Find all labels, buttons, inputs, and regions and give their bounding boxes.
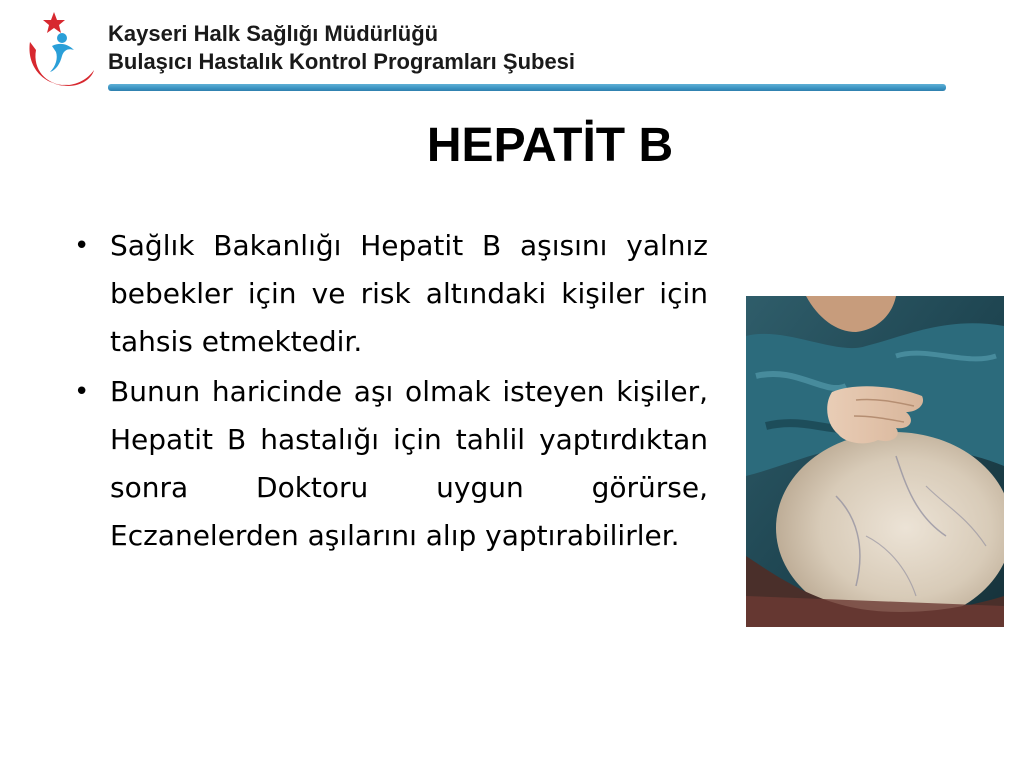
bullet-list bbox=[68, 222, 708, 562]
organization-line-2: Bulaşıcı Hastalık Kontrol Programları Şubesi bbox=[108, 49, 576, 74]
slide-title: HEPATİT B bbox=[426, 119, 674, 172]
bullet-item-2 bbox=[68, 368, 708, 560]
header-divider bbox=[108, 84, 946, 91]
health-ministry-logo-icon bbox=[16, 8, 96, 92]
patient-abdomen-photo bbox=[746, 296, 1004, 627]
bullet-item-1 bbox=[68, 222, 708, 366]
organization-line-1: Kayseri Halk Sağlığı Müdürlüğü bbox=[108, 21, 439, 46]
organization-name bbox=[108, 20, 575, 76]
bullet-marker: • bbox=[74, 231, 90, 261]
bullet-marker: • bbox=[74, 377, 90, 407]
bullet-text-2: Bunun haricinde aşı olmak isteyen kişiler, Hepatit B hastalığı için tahlil yaptırdıktan sonra Doktoru uygun görürse, Eczanelerden aşılarını alıp yaptırabilirler. bbox=[110, 375, 708, 552]
bullet-text-1: Sağlık Bakanlığı Hepatit B aşısını yalnız bebekler için ve risk altındaki kişiler için tahsis etmektedir. bbox=[110, 229, 708, 358]
